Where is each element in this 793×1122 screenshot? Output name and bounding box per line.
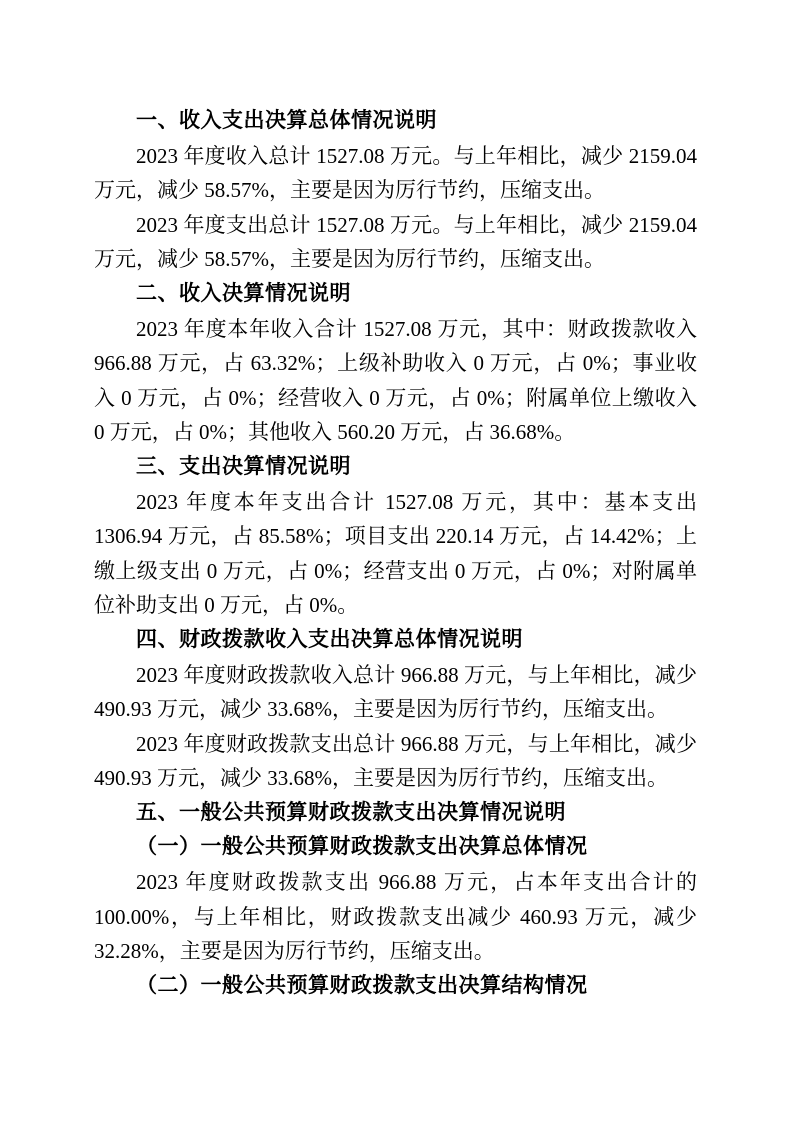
section-4-heading: 四、财政拨款收入支出决算总体情况说明 [136, 627, 523, 651]
section-4-paragraph-1: 2023 年度财政拨款收入总计 966.88 万元，与上年相比，减少 490.93 万元，减少 33.68%，主要是因为厉行节约，压缩支出。 [94, 662, 697, 722]
section-2-heading: 二、收入决算情况说明 [136, 281, 351, 305]
section-3-heading: 三、支出决算情况说明 [136, 454, 351, 478]
section-4-paragraph-2: 2023 年度财政拨款支出总计 966.88 万元，与上年相比，减少 490.93 万元，减少 33.68%，主要是因为厉行节约，压缩支出。 [94, 731, 697, 791]
section-1-heading: 一、收入支出决算总体情况说明 [136, 109, 437, 132]
subsection-5-1-paragraph-1: 2023 年度财政拨款支出 966.88 万元，占本年支出合计的 100.00%，与上年相比，财政拨款支出减少 460.93 万元，减少 32.28%，主要是因为厉行节约，压缩支出。 [94, 870, 697, 964]
subsection-5-1-heading: （一）一般公共预算财政拨款支出决算总体情况 [136, 835, 588, 859]
section-2-paragraph-1: 2023 年度本年收入合计 1527.08 万元，其中：财政拨款收入 966.88 万元，占 63.32%；上级补助收入 0 万元，占 0%；事业收入 0 万元，占 0%；经营收入 0 万元，占 0%；附属单位上缴收入 0 万元，占 0%；其他收入 560.20 万元，占 36.68%。 [94, 316, 697, 445]
subsection-5-2-heading: （二）一般公共预算财政拨款支出决算结构情况 [136, 973, 588, 997]
section-3-paragraph-1: 2023 年度本年支出合计 1527.08 万元，其中：基本支出 1306.94 万元，占 85.58%；项目支出 220.14 万元，占 14.42%；上缴上级支出 0 万元，占 0%；经营支出 0 万元，占 0%；对附属单位补助支出 0 万元，占 0%。 [94, 489, 697, 618]
section-1-paragraph-2: 2023 年度支出总计 1527.08 万元。与上年相比，减少 2159.04 万元，减少 58.57%，主要是因为厉行节约，压缩支出。 [94, 212, 697, 272]
section-1-paragraph-1: 2023 年度收入总计 1527.08 万元。与上年相比，减少 2159.04 万元，减少 58.57%，主要是因为厉行节约，压缩支出。 [94, 143, 697, 203]
section-5-heading: 五、一般公共预算财政拨款支出决算情况说明 [136, 800, 566, 824]
